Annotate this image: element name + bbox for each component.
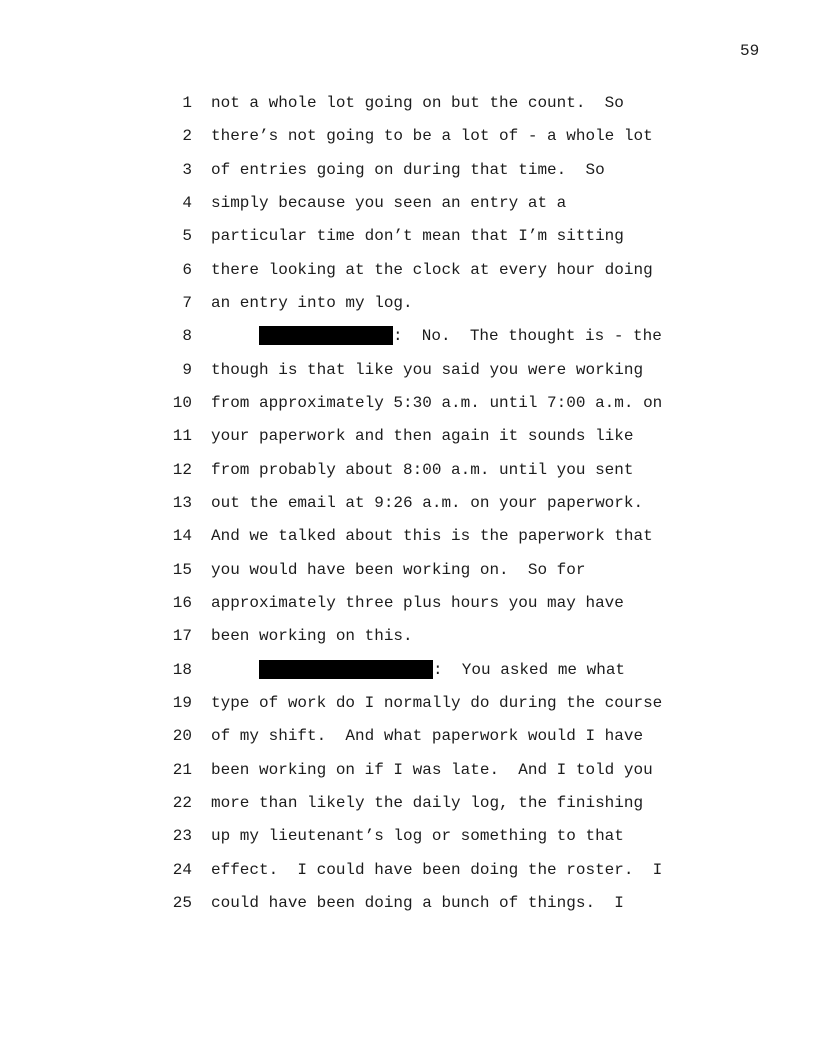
line-number: 14 bbox=[172, 527, 192, 546]
transcript-line bbox=[0, 187, 816, 220]
transcript-line bbox=[0, 354, 816, 387]
line-number: 7 bbox=[182, 293, 192, 312]
line-text: could have been doing a bunch of things. I bbox=[211, 893, 624, 912]
line-number: 15 bbox=[172, 560, 192, 579]
line-number: 2 bbox=[182, 127, 192, 146]
transcript-line bbox=[0, 120, 816, 153]
line-number: 9 bbox=[182, 360, 192, 379]
line-text: up my lieutenant’s log or something to that bbox=[211, 827, 624, 846]
line-text: there looking at the clock at every hour doing bbox=[211, 260, 653, 279]
line-number: 16 bbox=[172, 593, 192, 612]
line-text: an entry into my log. bbox=[211, 293, 413, 312]
transcript-line bbox=[0, 220, 816, 253]
transcript-line bbox=[0, 620, 816, 653]
line-number: 19 bbox=[172, 693, 192, 712]
line-number: 10 bbox=[172, 393, 192, 412]
transcript-line bbox=[0, 887, 816, 920]
line-number: 5 bbox=[182, 227, 192, 246]
line-text: of my shift. And what paperwork would I have bbox=[211, 727, 644, 746]
line-number: 18 bbox=[172, 660, 192, 679]
line-text: your paperwork and then again it sounds like bbox=[211, 427, 634, 446]
line-number: 13 bbox=[172, 493, 192, 512]
transcript-line bbox=[0, 87, 816, 120]
line-text: And we talked about this is the paperwork that bbox=[211, 527, 653, 546]
line-text: there’s not going to be a lot of - a whole lot bbox=[211, 127, 653, 146]
line-text: type of work do I normally do during the course bbox=[211, 693, 663, 712]
line-text: approximately three plus hours you may have bbox=[211, 593, 624, 612]
transcript-line bbox=[0, 787, 816, 820]
line-number: 21 bbox=[172, 760, 192, 779]
transcript-line bbox=[0, 720, 816, 753]
transcript-line bbox=[0, 387, 816, 420]
line-text: been working on if I was late. And I told you bbox=[211, 760, 653, 779]
page-number: 59 bbox=[740, 42, 760, 60]
line-number: 1 bbox=[182, 94, 192, 112]
line-number: 4 bbox=[182, 193, 192, 212]
line-number: 12 bbox=[172, 460, 192, 479]
transcript-line bbox=[0, 687, 816, 720]
line-text: you would have been working on. So for bbox=[211, 560, 586, 579]
transcript-lines bbox=[0, 87, 816, 920]
line-text: more than likely the daily log, the finishing bbox=[211, 793, 644, 812]
line-number: 6 bbox=[182, 260, 192, 279]
transcript-line bbox=[0, 487, 816, 520]
transcript-line bbox=[0, 154, 816, 187]
line-number: 25 bbox=[172, 893, 192, 912]
line-text: out the email at 9:26 a.m. on your paperwork. bbox=[211, 493, 644, 512]
line-text: simply because you seen an entry at a bbox=[211, 193, 567, 212]
line-text: though is that like you said you were working bbox=[211, 360, 644, 379]
transcript-line bbox=[0, 654, 816, 687]
transcript-line bbox=[0, 254, 816, 287]
line-text: particular time don’t mean that I’m sitting bbox=[211, 227, 624, 246]
line-text: not a whole lot going on but the count. So bbox=[211, 94, 624, 112]
line-number: 11 bbox=[172, 427, 192, 446]
transcript-line bbox=[0, 820, 816, 853]
line-text: of entries going on during that time. So bbox=[211, 160, 605, 179]
line-text: from approximately 5:30 a.m. until 7:00 a.m. on bbox=[211, 393, 663, 412]
line-text: : You asked me what bbox=[211, 654, 625, 687]
transcript-line bbox=[0, 454, 816, 487]
redacted-speaker-name bbox=[259, 660, 433, 679]
transcript-line bbox=[0, 754, 816, 787]
transcript-line bbox=[0, 520, 816, 553]
line-number: 22 bbox=[172, 793, 192, 812]
line-number: 20 bbox=[172, 727, 192, 746]
line-number: 8 bbox=[182, 327, 192, 346]
transcript-line bbox=[0, 587, 816, 620]
line-number: 17 bbox=[172, 627, 192, 646]
speaker-indent bbox=[211, 339, 259, 340]
speaker-indent bbox=[211, 673, 259, 674]
transcript-line bbox=[0, 554, 816, 587]
line-text: been working on this. bbox=[211, 627, 413, 646]
transcript-line bbox=[0, 420, 816, 453]
redacted-speaker-name bbox=[259, 326, 393, 345]
line-text: effect. I could have been doing the roster. I bbox=[211, 860, 663, 879]
transcript-line bbox=[0, 320, 816, 353]
line-text: from probably about 8:00 a.m. until you sent bbox=[211, 460, 634, 479]
line-number: 24 bbox=[172, 860, 192, 879]
transcript-line bbox=[0, 287, 816, 320]
line-number: 23 bbox=[172, 827, 192, 846]
line-text: : No. The thought is - the bbox=[211, 320, 662, 353]
transcript-line bbox=[0, 854, 816, 887]
line-number: 3 bbox=[182, 160, 192, 179]
